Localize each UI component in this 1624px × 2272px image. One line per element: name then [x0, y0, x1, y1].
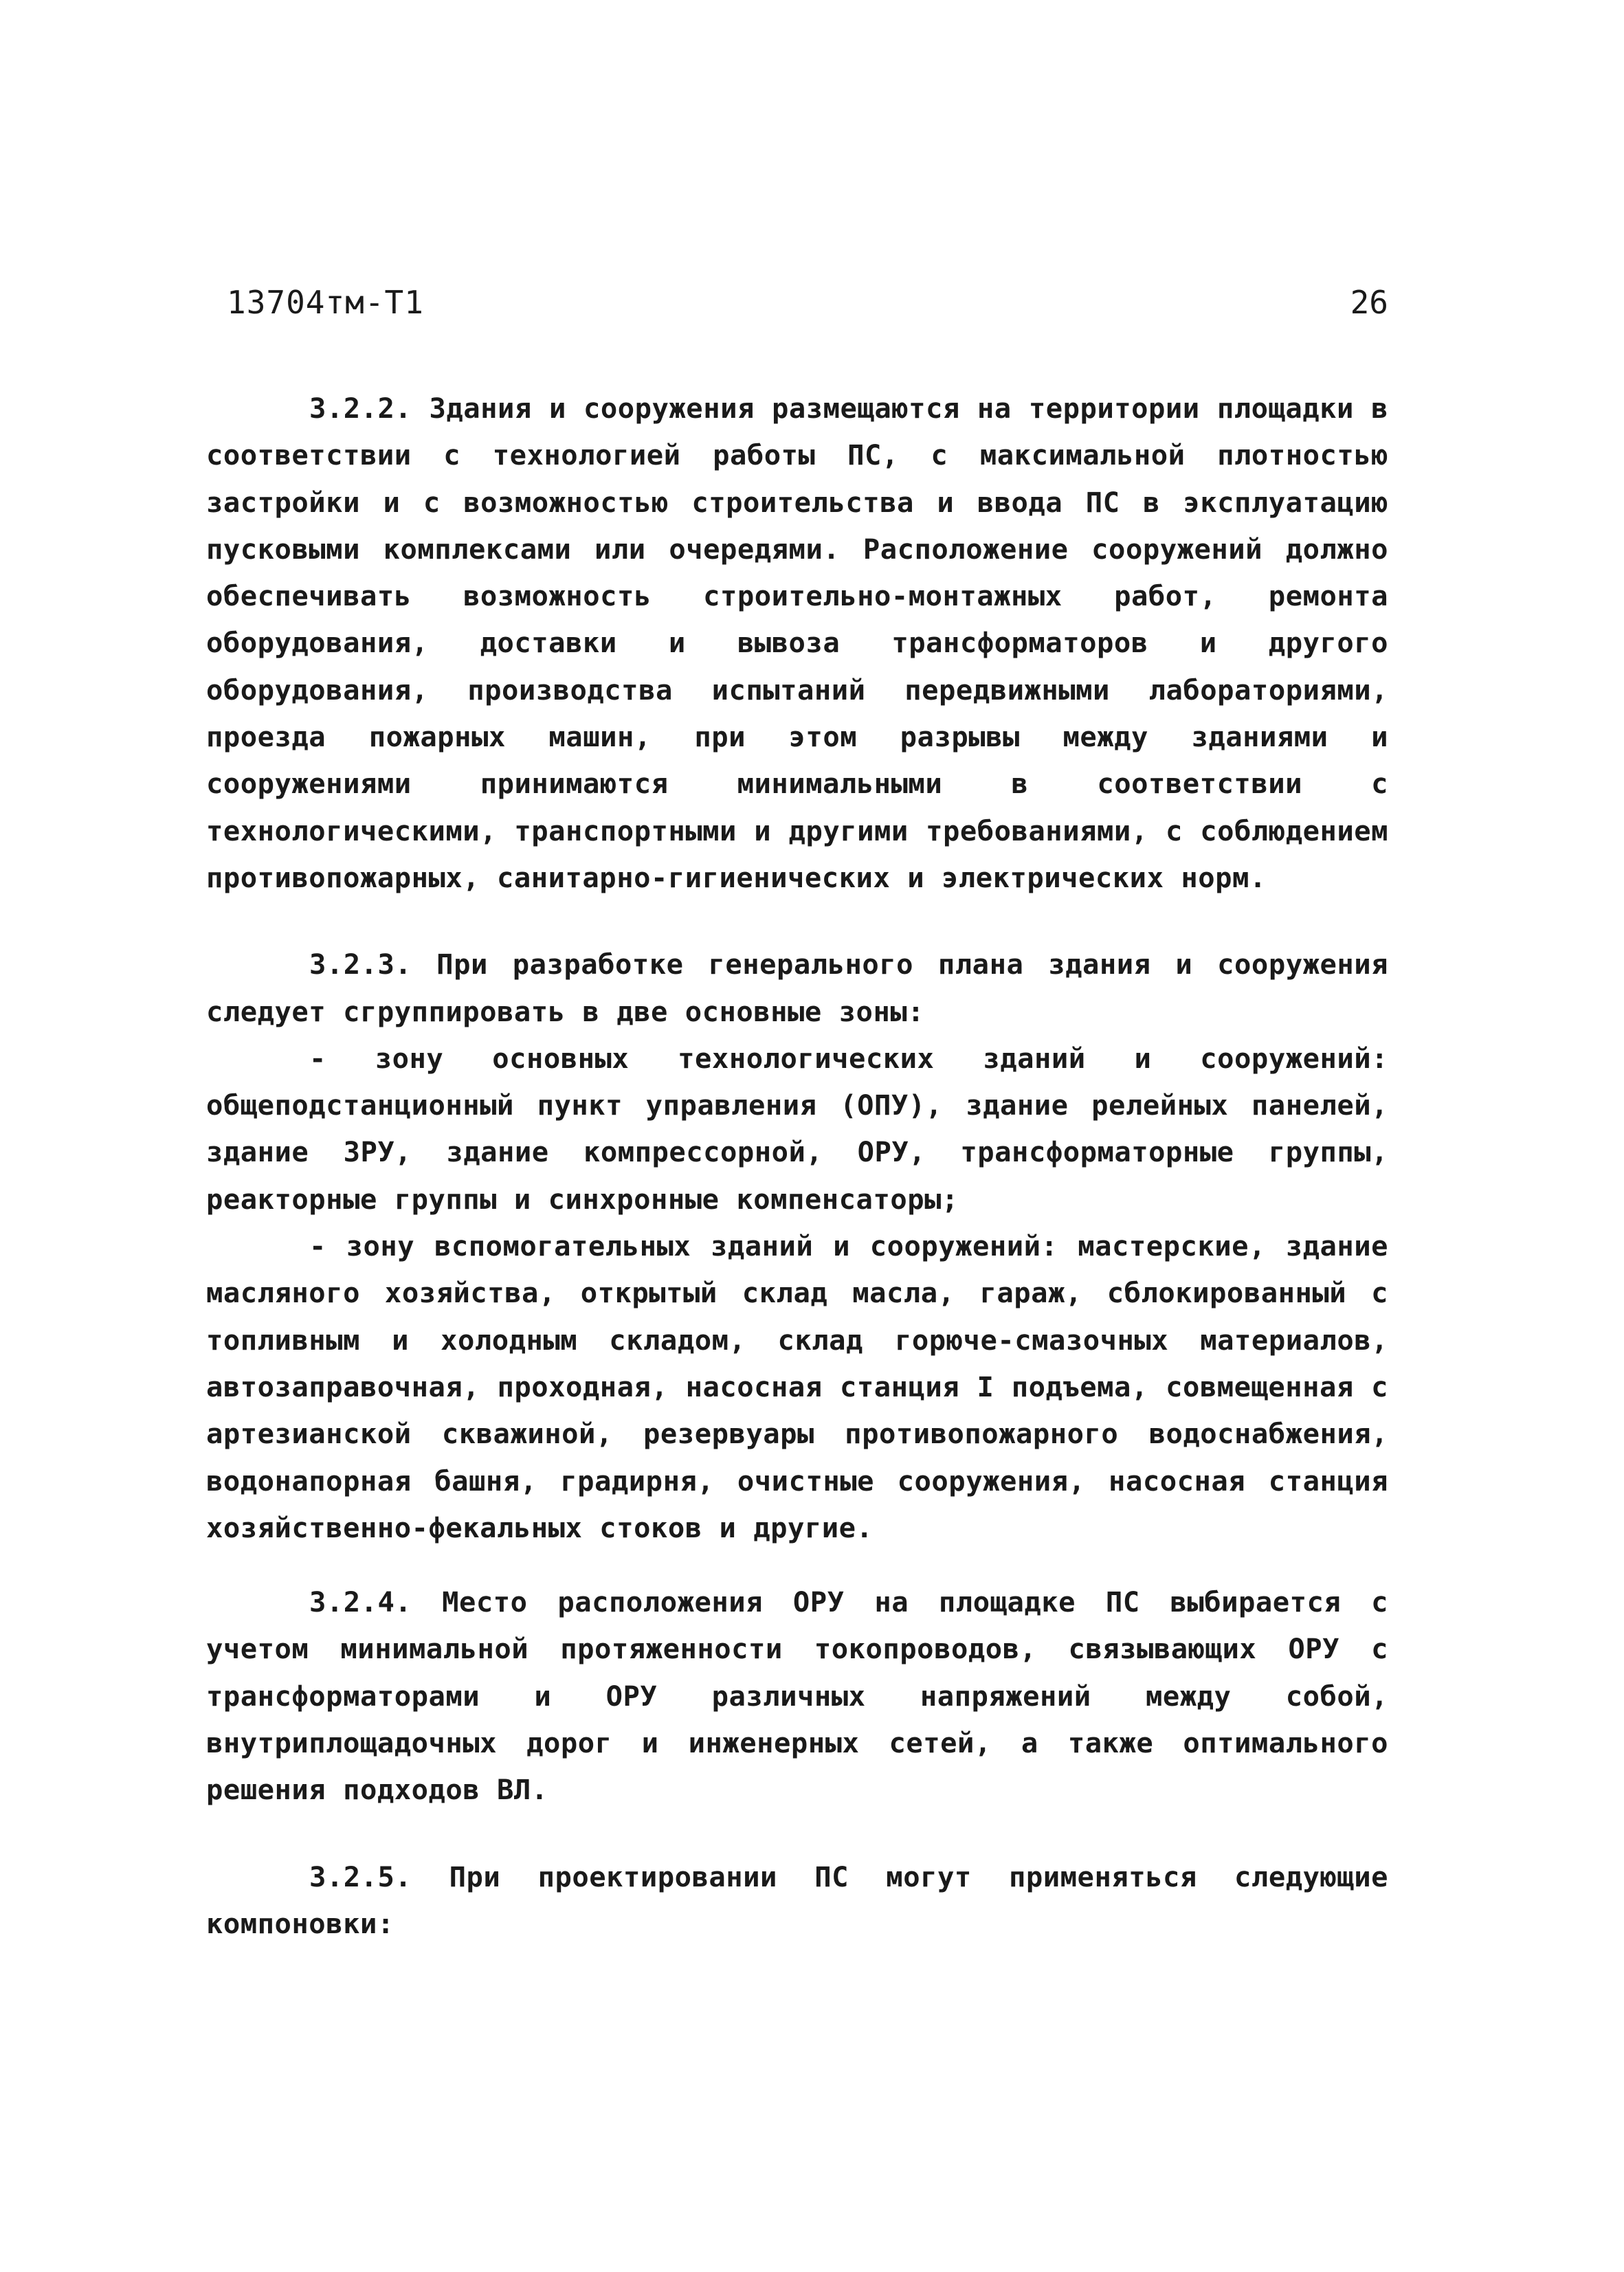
paragraph-3-2-2: 3.2.2. Здания и сооружения размещаются на территории площадки в соответствии с технологией работы ПС, с максимальной плотностью застройки и с возможностью строительства и ввода ПС в эксплуатацию пусковыми комплексами или очередями. Расположение сооружений должно обеспечивать возможность строительно-монтажных работ, ремонта оборудования, доставки и вывоза трансформаторов и другого оборудования, производства испытаний передвижными лабораториями, проезда пожарных машин, при этом разрывы между зданиями и сооружениями принимаются минимальными в соответствии с технологическими, транспортными и другими требованиями, с соблюдением противопожарных, санитарно-гигиенических и электрических норм. — [206, 392, 1388, 894]
document-code: 13704тм-Т1 — [227, 284, 424, 321]
paragraph-3-2-3: 3.2.3. При разработке генерального плана здания и сооружения следует сгруппировать в две основные зоны: — [206, 948, 1388, 1028]
page-number: 26 — [1350, 284, 1388, 321]
document-body — [206, 385, 1388, 1947]
paragraph-gap — [206, 1551, 1388, 1579]
page-header — [206, 278, 1388, 326]
paragraph-gap — [206, 1814, 1388, 1853]
paragraph-3-2-5: 3.2.5. При проектировании ПС могут применяться следующие компоновки: — [206, 1860, 1388, 1940]
paragraph-gap — [206, 901, 1388, 941]
list-item-main-zone: - зону основных технологических зданий и сооружений: общеподстанционный пункт управления (ОПУ), здание релейных панелей, здание ЗРУ, здание компрессорной, ОРУ, трансформаторные группы, реакторные группы и синхронные компенсаторы; — [206, 1041, 1388, 1216]
list-item-auxiliary-zone: - зону вспомогательных зданий и сооружений: мастерские, здание масляного хозяйства, открытый склад масла, гараж, сблокированный с топливным и холодным складом, склад горюче-смазочных материалов, автозаправочная, проходная, насосная станция I подъема, совмещенная с артезианской скважиной, резервуары противопожарного водоснабжения, водонапорная башня, градирня, очистные сооружения, насосная станция хозяйственно-фекальных стоков и другие. — [206, 1229, 1388, 1544]
paragraph-3-2-4: 3.2.4. Место расположения ОРУ на площадке ПС выбирается с учетом минимальной протяженности токопроводов, связывающих ОРУ с трансформаторами и ОРУ различных напряжений между собой, внутриплощадочных дорог и инженерных сетей, а также оптимального решения подходов ВЛ. — [206, 1585, 1388, 1807]
